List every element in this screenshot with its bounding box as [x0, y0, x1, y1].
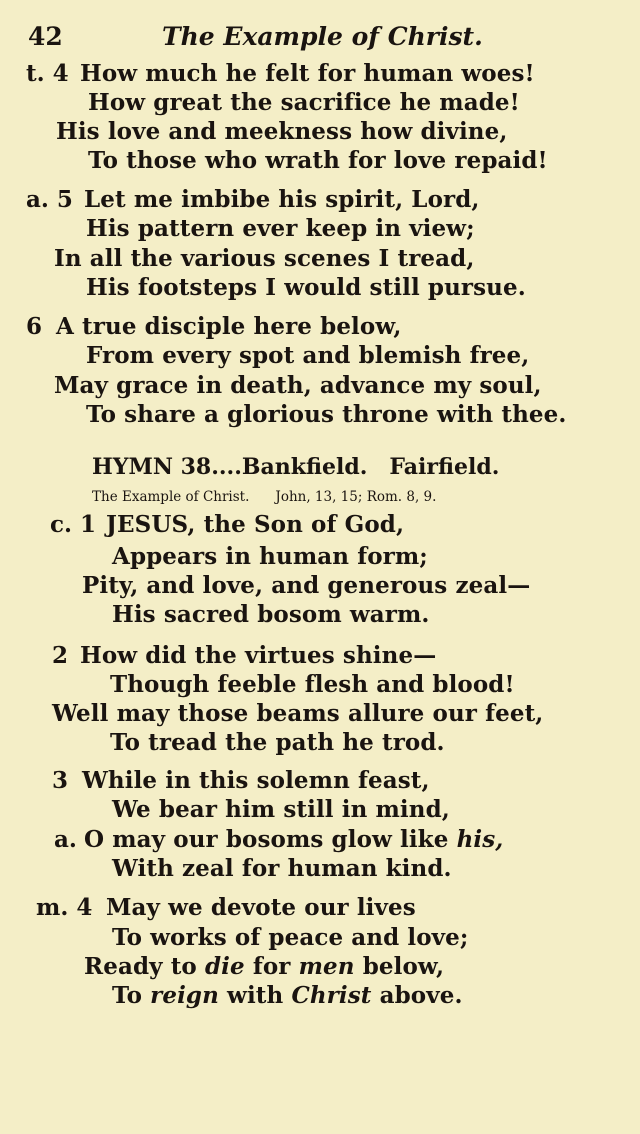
verse-line: May we devote our lives	[106, 894, 416, 921]
verse-marker: a.	[54, 826, 77, 853]
verse-line: How great the sacrifice he made!	[88, 89, 520, 116]
scripture-references: John, 13, 15; Rom. 8, 9.	[275, 489, 437, 505]
verse-line: JESUS, the Son of God,	[106, 511, 405, 538]
verse-line: In all the various scenes I tread,	[54, 245, 475, 272]
verse-line: To reign with Christ above.	[112, 982, 463, 1009]
verse-line: Ready to die for men below,	[84, 953, 445, 980]
verse-line: To share a glorious throne with thee.	[86, 401, 567, 428]
verse-line: To tread the path he trod.	[110, 729, 445, 756]
hymn-subject-title: The Example of Christ.	[92, 489, 250, 505]
verse-line: Though feeble flesh and blood!	[110, 671, 515, 698]
verse-marker: c. 1	[50, 511, 97, 538]
verse-marker: 3	[52, 767, 69, 794]
verse-line: How much he felt for human woes!	[80, 60, 535, 87]
verse-line: May grace in death, advance my soul,	[54, 372, 542, 399]
verse-line: Appears in human form;	[112, 543, 428, 570]
hymn-subject	[92, 489, 436, 505]
verse-marker: t. 4	[26, 60, 69, 87]
tune-name: Fairfield.	[389, 454, 500, 480]
verse-line: To those who wrath for love repaid!	[88, 147, 548, 174]
verse-marker: 2	[52, 642, 69, 669]
verse-marker: 6	[26, 313, 43, 340]
verse-line: With zeal for human kind.	[112, 855, 452, 882]
verse-line: We bear him still in mind,	[112, 796, 450, 823]
verse-marker: m. 4	[36, 894, 93, 921]
verse-line: Pity, and love, and generous zeal—	[82, 572, 531, 599]
verse-line: Let me imbibe his spirit, Lord,	[84, 186, 480, 213]
verse-line: His sacred bosom warm.	[112, 601, 430, 628]
hymn-number: HYMN 38....	[92, 454, 242, 480]
running-title: The Example of Christ.	[162, 22, 483, 51]
verse-line: From every spot and blemish free,	[86, 342, 530, 369]
verse-line: How did the virtues shine—	[80, 642, 437, 669]
verse-line: His footsteps I would still pursue.	[86, 274, 526, 301]
italic-word: his,	[456, 826, 504, 853]
verse-line: While in this solemn feast,	[82, 767, 430, 794]
hymn-heading	[92, 454, 499, 480]
verse-line: His love and meekness how divine,	[56, 118, 508, 145]
tune-name: Bankfield.	[241, 454, 368, 480]
verse-line: His pattern ever keep in view;	[86, 215, 475, 242]
verse-line: To works of peace and love;	[112, 924, 469, 951]
verse-line: Well may those beams allure our feet,	[52, 700, 544, 727]
verse-marker: a. 5	[26, 186, 73, 213]
page-number: 42	[28, 22, 63, 51]
verse-line: A true disciple here below,	[56, 313, 402, 340]
verse-line: O may our bosoms glow like his,	[84, 826, 504, 853]
